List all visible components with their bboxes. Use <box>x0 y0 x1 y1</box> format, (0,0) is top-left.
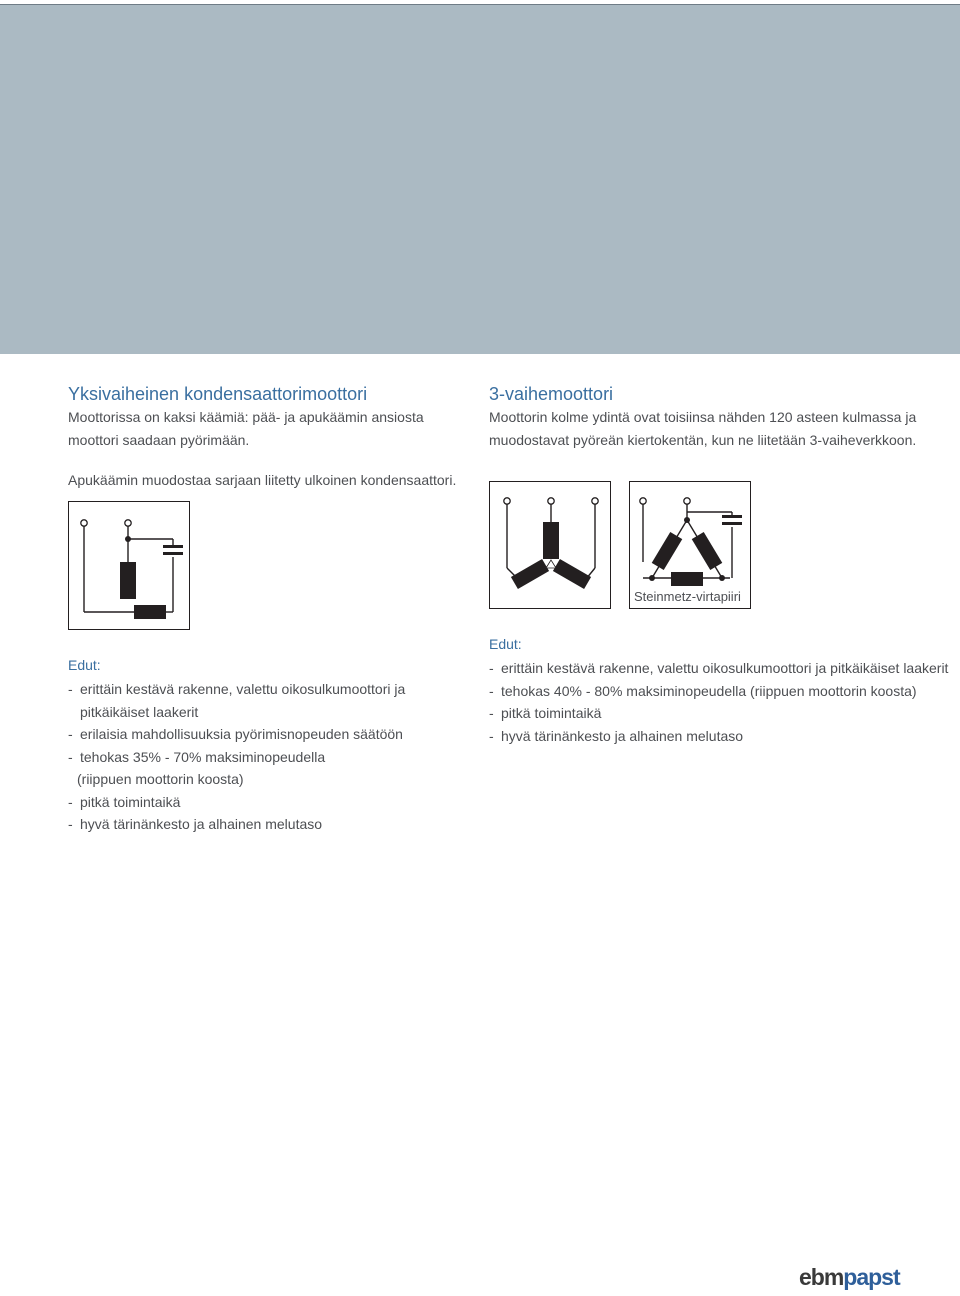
steinmetz-caption: Steinmetz-virtapiiri <box>634 589 741 604</box>
three-phase-description <box>489 406 929 452</box>
list-item <box>68 791 468 814</box>
list-item <box>68 746 468 769</box>
star-center <box>546 560 556 568</box>
capacitor-plate <box>722 522 742 525</box>
ebmpapst-logo <box>799 1264 900 1291</box>
winding-right <box>553 559 591 589</box>
terminal <box>592 498 598 504</box>
winding-right <box>692 532 723 570</box>
main-winding <box>120 562 136 599</box>
list-item-text: erittäin kestävä rakenne, valettu oikosulkumoottori ja <box>80 681 406 697</box>
auxiliary-winding <box>134 605 166 619</box>
bullet-dash: - <box>68 793 73 810</box>
list-item <box>68 723 468 746</box>
terminal <box>504 498 510 504</box>
single-phase-desc-line: moottori saadaan pyörimään. <box>68 432 250 448</box>
list-item-text: tehokas 35% - 70% maksiminopeudella <box>80 748 326 765</box>
capacitor-motor-circuit <box>69 502 189 629</box>
list-item <box>68 813 468 836</box>
terminal <box>81 520 87 526</box>
terminal <box>548 498 554 504</box>
capacitor-plate <box>163 545 183 548</box>
list-item <box>489 657 949 680</box>
junction-dot <box>719 575 725 581</box>
single-phase-advantages-list <box>68 678 468 836</box>
list-item-text: pitkäikäiset laakerit <box>80 703 199 720</box>
star-connection-diagram <box>489 481 611 609</box>
single-phase-capacitor-diagram <box>68 501 190 630</box>
three-phase-advantages-list <box>489 657 949 747</box>
bullet-dash: - <box>68 726 73 742</box>
list-item-text: tehokas 40% - 80% maksiminopeudella (riippuen moottorin koosta) <box>501 682 917 699</box>
list-item-text: erilaisia mahdollisuuksia pyörimisnopeuden säätöön <box>80 726 403 742</box>
single-phase-title: Yksivaiheinen kondensaattorimoottori <box>68 384 368 404</box>
list-item-text: erittäin kestävä rakenne, valettu oikosulkumoottori ja pitkäikäiset laakerit <box>501 660 949 676</box>
list-item <box>489 725 949 748</box>
bullet-dash: - <box>68 681 73 697</box>
list-item-text: pitkä toimintaikä <box>501 705 602 721</box>
list-item <box>489 680 949 703</box>
list-item <box>68 701 468 724</box>
single-phase-desc-line: Moottorissa on kaksi käämiä: pää- ja apukäämin ansiosta <box>68 409 424 425</box>
bullet-dash: - <box>68 748 73 765</box>
single-phase-note: Apukäämin muodostaa sarjaan liitetty ulkoinen kondensaattori. <box>68 472 457 488</box>
winding-left <box>652 532 683 570</box>
winding-top <box>543 522 559 559</box>
logo-part-ebm: ebm <box>799 1264 844 1290</box>
three-phase-desc-line: Moottorin kolme ydintä ovat toisiinsa nähden 120 asteen kulmassa ja <box>489 409 917 425</box>
single-phase-description <box>68 406 468 452</box>
list-item <box>68 768 468 791</box>
list-item <box>68 678 468 701</box>
list-item-text: (riippuen moottorin koosta) <box>77 771 244 787</box>
star-circuit <box>490 482 610 608</box>
bullet-dash: - <box>489 727 494 744</box>
bullet-dash: - <box>68 816 73 832</box>
capacitor-plate <box>722 515 742 518</box>
bullet-dash: - <box>489 682 494 699</box>
header-banner <box>0 5 960 354</box>
bullet-dash: - <box>489 705 494 721</box>
bullet-dash: - <box>489 660 494 676</box>
junction-dot <box>649 575 655 581</box>
list-item <box>489 702 949 725</box>
three-phase-advantages-heading: Edut: <box>489 636 522 652</box>
capacitor-plate <box>163 552 183 555</box>
three-phase-desc-line: muodostavat pyöreän kiertokentän, kun ne liitetään 3-vaiheverkkoon. <box>489 432 917 448</box>
three-phase-title: 3-vaihemoottori <box>489 384 614 404</box>
terminal <box>125 520 131 526</box>
list-item-text: pitkä toimintaikä <box>80 793 181 810</box>
list-item-text: hyvä tärinänkesto ja alhainen melutaso <box>501 727 744 744</box>
junction-dot <box>125 536 131 542</box>
list-item-text: hyvä tärinänkesto ja alhainen melutaso <box>80 816 323 832</box>
terminal <box>640 498 646 504</box>
logo-part-papst: papst <box>843 1264 900 1290</box>
terminal <box>684 498 690 504</box>
winding-left <box>511 559 549 589</box>
steinmetz-circuit-diagram <box>629 481 751 609</box>
single-phase-advantages-heading: Edut: <box>68 657 101 673</box>
junction-dot <box>684 517 690 523</box>
winding-bottom <box>671 572 703 586</box>
